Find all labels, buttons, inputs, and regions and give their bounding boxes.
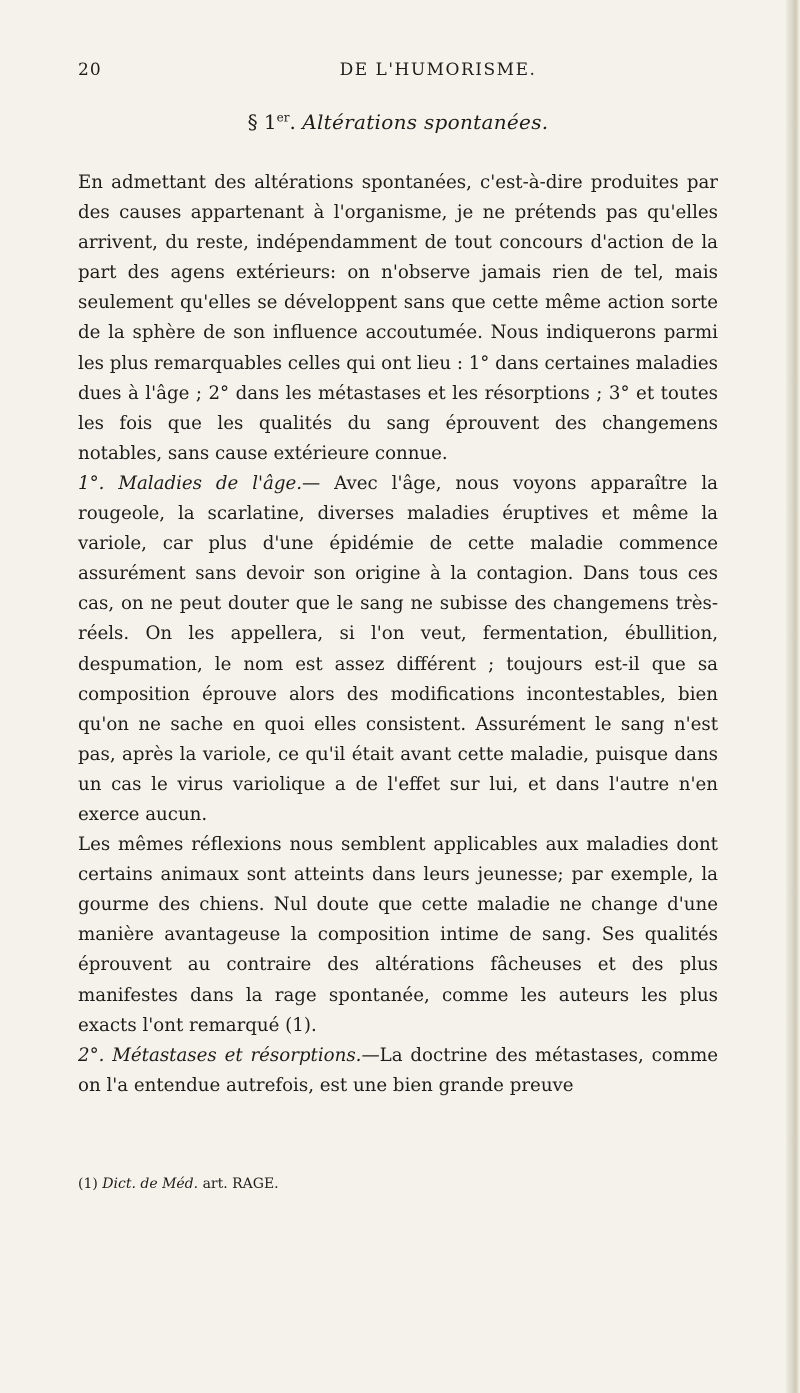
paragraph-text: Les mêmes réflexions nous semblent applicables aux maladies dont certains animaux sont atteints dans leurs jeunesse; par exemple, la gourme des chiens. Nul doute que cette maladie ne change d'une manière avantageuse la composition intime de sang. Ses qualités éprouvent au contraire des altérations fâcheuses et des plus manifestes dans la rage spontanée, comme les auteurs les plus exacts l'ont remarqué (1).: [78, 834, 718, 1036]
section-superscript: er: [276, 110, 290, 125]
footnote-source: Dict. de Méd.: [102, 1176, 199, 1192]
paragraph-text: En admettant des altérations spontanées, c'est-à-dire produites par des causes appartenant à l'organisme, je ne prétends pas qu'elles arrivent, du reste, indépendamment de tout concours d'action de la part des agens extérieurs: on n'observe jamais rien de tel, mais seulement qu'elles se développent sans que cette même action sorte de la sphère de son influence accoutumée. Nous indiquerons parmi les plus remarquables celles qui ont lieu : 1° dans certaines maladies dues à l'âge ; 2° dans les métastases et les résorptions ; 3° et toutes les fois que les qualités du sang éprouvent des changemens notables, sans cause extérieure connue.: [78, 172, 718, 464]
paragraph-lead: 2°. Métastases et résorptions.: [78, 1044, 362, 1066]
paragraph-metastases: [78, 1041, 718, 1101]
body-text: [78, 168, 718, 1101]
paragraph-text: — Avec l'âge, nous voyons apparaître la rougeole, la scarlatine, diverses maladies éruptives et même la variole, car plus d'une épidémie de cette maladie commence assurément sans devoir son origine à la contagion. Dans tous ces cas, on ne peut douter que le sang ne subisse des changemens très-réels. On les appellera, si l'on veut, fermentation, ébullition, despumation, le nom est assez différent ; toujours est-il que sa composition éprouve alors des modifications incontestables, bien qu'on ne sache en quoi elles consistent. Assurément le sang n'est pas, après la variole, ce qu'il était avant cette maladie, puisque dans un cas le virus variolique a de l'effet sur lui, et dans l'autre n'en exerce aucun.: [78, 472, 718, 825]
paragraph-text: —La doctrine des métastases, comme on l'a entendue autrefois, est une bien grande preuve: [78, 1044, 718, 1096]
footnote: [78, 1174, 718, 1194]
paragraph-memes-reflexions: [78, 830, 718, 1041]
page-edge-shadow: [786, 0, 800, 1393]
section-title: Altérations spontanées.: [302, 110, 549, 134]
page-header: [78, 50, 705, 80]
section-heading: § 1er. Altérations spontanées.: [247, 110, 549, 134]
page-number: 20: [78, 60, 102, 80]
paragraph-lead: 1°. Maladies de l'âge.: [78, 472, 303, 494]
footnote-rest: art. RAGE.: [202, 1176, 279, 1192]
section-mark: § 1: [247, 110, 277, 134]
running-title: DE L'HUMORISME.: [339, 60, 537, 80]
paragraph-maladies-age: [78, 469, 718, 830]
paragraph-intro: [78, 168, 718, 469]
footnote-marker: (1): [78, 1176, 98, 1192]
